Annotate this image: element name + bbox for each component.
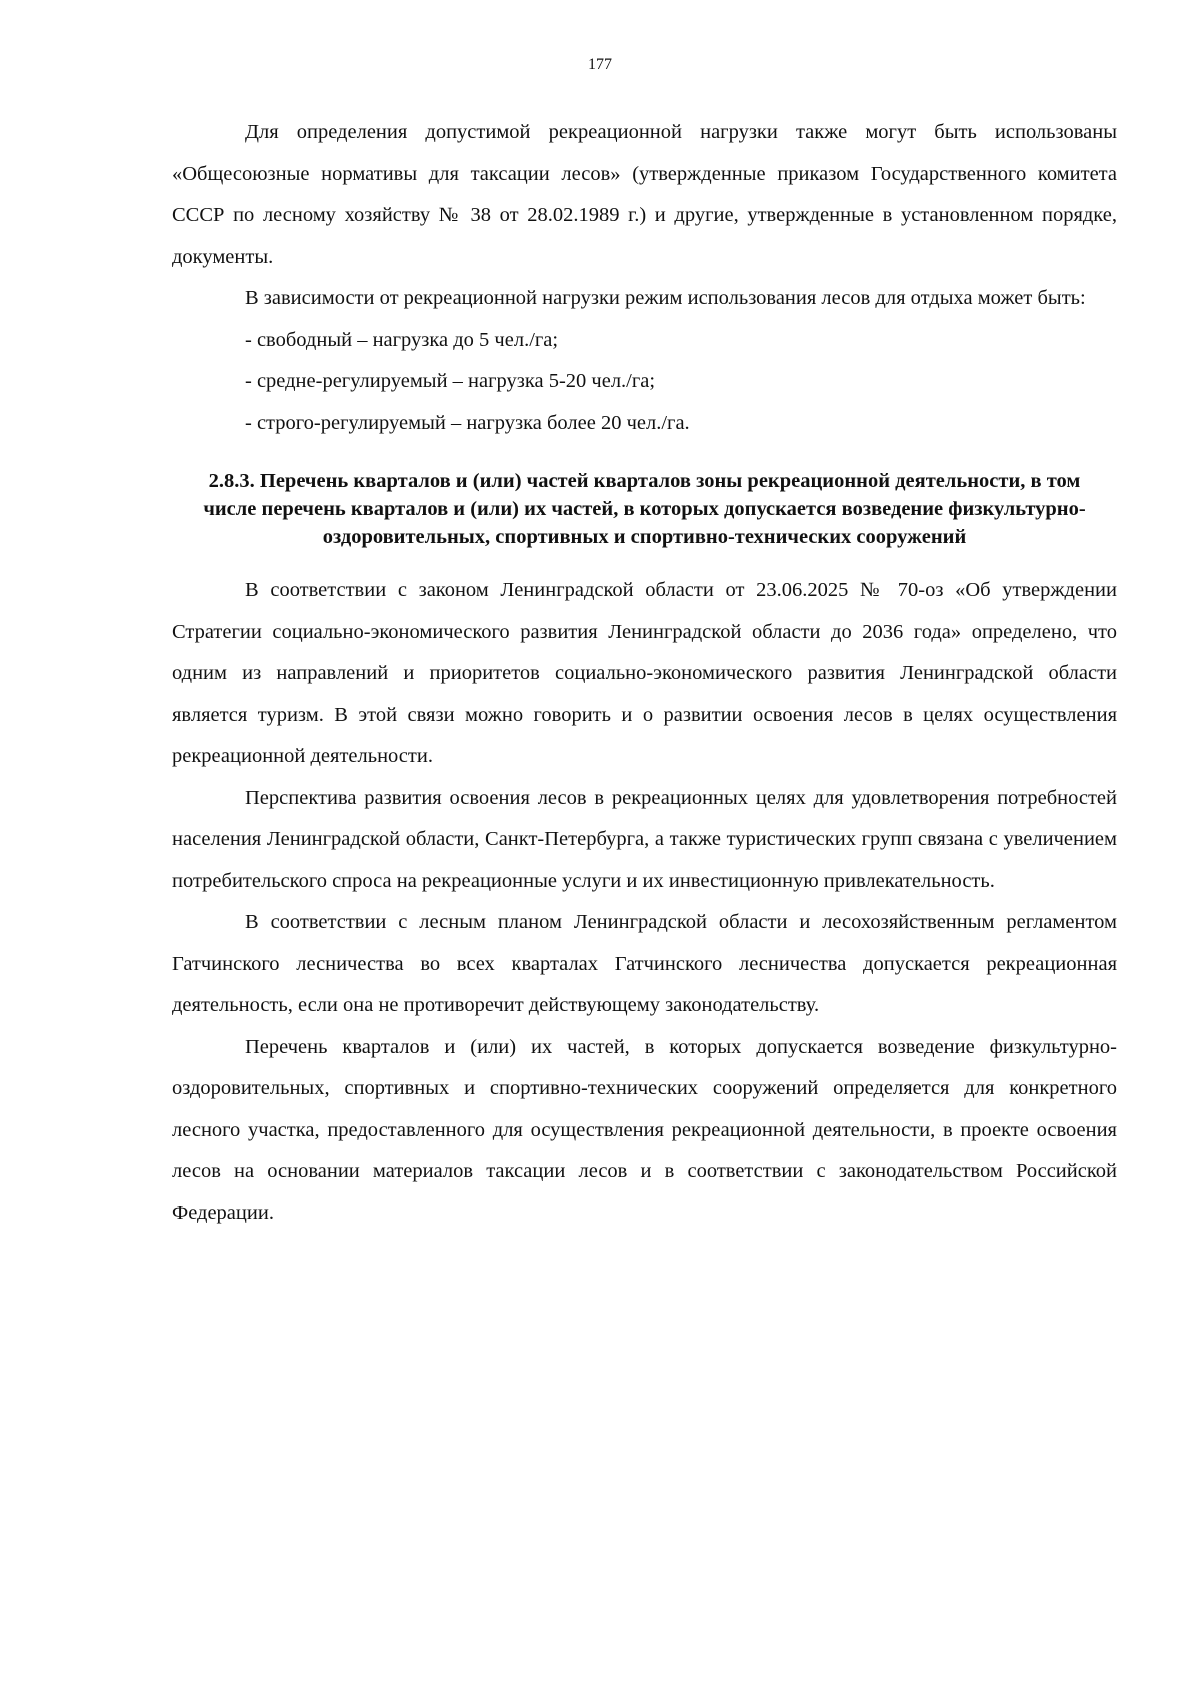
list-item: - строго-регулируемый – нагрузка более 20 чел./га. [245, 411, 690, 434]
paragraph-recreational-load-norms: Для определения допустимой рекреационной нагрузки также могут быть использованы «Общесоюзные нормативы для таксации лесов» (утвержденные приказом Государственного комитета СССР по лесному хозяйству № 38 от 28.02.1989 г.) и другие, утвержденные в установленном порядке, документы. [172, 121, 1117, 268]
list-item: - средне-регулируемый – нагрузка 5-20 чел./га; [245, 370, 656, 392]
paragraph-development-perspective: Перспектива развития освоения лесов в рекреационных целях для удовлетворения потребностей населения Ленинградской области, Санкт-Петербурга, а также туристических групп связана с увеличением потребительского спроса на рекреационные услуги и их инвестиционную привлекательность. [172, 786, 1117, 892]
paragraph-quarters-list: Перечень кварталов и (или) их частей, в которых допускается возведение физкультурно-оздоровительных, спортивных и спортивно-технических сооружений определяется для конкретного лесного участка, предоставленного для осуществления рекреационной деятельности, в проекте освоения лесов на основании материалов таксации лесов и в соответствии с законодательством Российской Федерации. [172, 1035, 1117, 1224]
usage-modes-list [172, 320, 1117, 445]
paragraph-usage-modes-intro: В зависимости от рекреационной нагрузки режим использования лесов для отдыха может быть: [245, 287, 1086, 309]
page-number: 177 [588, 56, 612, 73]
list-item: - свободный – нагрузка до 5 чел./га; [245, 328, 559, 351]
section-heading: 2.8.3. Перечень кварталов и (или) частей кварталов зоны рекреационной деятельности, в том числе перечень кварталов и (или) их частей, в которых допускается возведение физкультурно-оздоровительных, спортивных и спортивно-технических сооружений [203, 470, 1086, 548]
paragraph-forest-plan: В соответствии с лесным планом Ленинградской области и лесохозяйственным регламентом Гатчинского лесничества во всех кварталах Гатчинского лесничества допускается рекреационная деятельность, если она не противоречит действующему законодательству. [172, 911, 1117, 1016]
page-content [172, 112, 1117, 1234]
paragraph-regional-strategy: В соответствии с законом Ленинградской области от 23.06.2025 № 70-оз «Об утверждении Стратегии социально-экономического развития Ленинградской области до 2036 года» определено, что одним из направлений и приоритетов социально-экономического развития Ленинградской области является туризм. В этой связи можно говорить и о развитии освоения лесов в целях осуществления рекреационной деятельности. [172, 579, 1117, 767]
